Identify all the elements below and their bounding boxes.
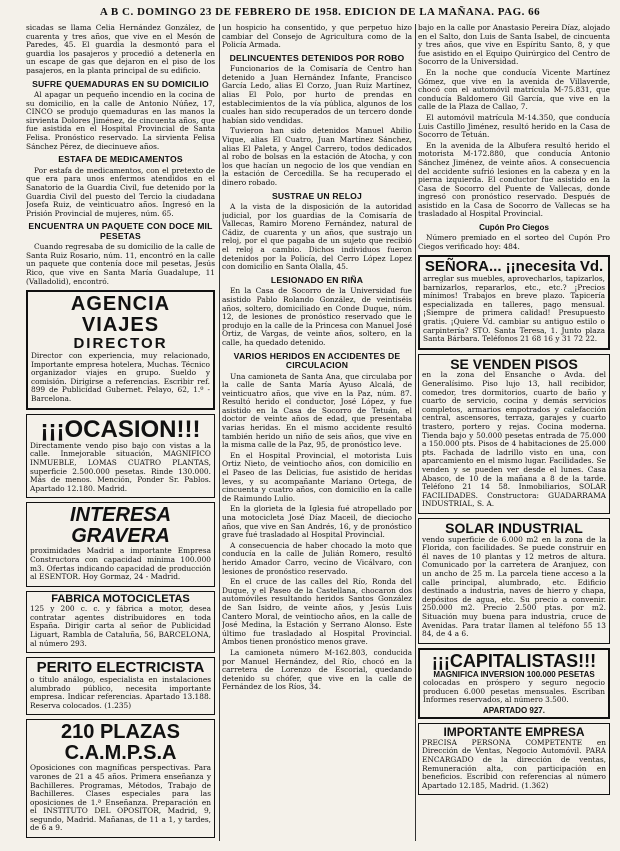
- column-rule: [415, 24, 416, 841]
- ad-title: FABRICA MOTOCICLETAS: [51, 592, 190, 605]
- ad-text: 125 y 200 c. c. y fábrica a motor, desea contratar agentes distribuidores en toda España. Dirigir carta al señor de Publicidad Liguart, Rambla de Cataluña, 56, BARCELONA, al número 293.: [30, 604, 211, 648]
- article-text: En la noche que conducía Vicente Martínez Gómez, que vive en la avenida de Villaverde, chocó con el automóvil matrícula M-75.831, que conducía Baldomero Gil García, que vive en la calle de la Plaza de Callao, 7.: [418, 67, 610, 112]
- article-heading: SUFRE QUEMADURAS EN SU DOMICILIO: [32, 78, 209, 89]
- article-heading: ENCUENTRA UN PAQUETE CON DOCE MIL PESETAS: [28, 221, 213, 241]
- ad-text: colocadas en próspero y seguro negocio producen 6.000 pesetas mensuales. Escriban Informes reservados, al número 3.500.: [423, 678, 605, 705]
- article-text: En la avenida de la Albufera resultó herido el motorista M-172.880, que conducía Antonio Sánchez Jiménez, de veinte años. A consecuencia del accidente sufrió lesiones en la cabeza y en la pierna izquierda. El conductor fue asistido en la Casa de Socorro del Puente de Vallecas, donde ingresó con pronóstico reservado. Después de asistido en la Casa de Socorro de Vallecas se ha trasladado al Hospital Provincial.: [418, 140, 610, 219]
- article-text: un hospicio ha consentido, y que perpetuo hizo cambiar del Consejo de Agricultura como de la Policía Armada.: [222, 24, 412, 50]
- article-heading: DELINCUENTES DETENIDOS POR ROBO: [229, 52, 405, 63]
- column-left: [26, 24, 215, 845]
- classified-ad: [26, 502, 215, 586]
- ad-text: PRECISA PERSONA COMPETENTE en Dirección de Ventas, Negocio Automóvil. PARA ENCARGADO de la dirección de ventas, Remuneración alta, con participación en beneficios. Escribid con referencias al número Apartado 12.185, Madrid. (1.362): [422, 737, 606, 790]
- column-rule: [219, 24, 220, 841]
- ad-title: SE VENDEN PISOS: [450, 355, 578, 372]
- article-heading: SUSTRAE UN RELOJ: [271, 190, 363, 201]
- ad-subtitle: MAGNIFICA INVERSION 100.000 PESETAS: [433, 669, 595, 679]
- article-text: La camioneta número M-162.803, conducida por Manuel Hernández, del Río, chocó en la carretera de Lorenzo de Escorial, quedando detenido su chófer, que vive en la calle de Fernández de los Ríos, 34.: [222, 647, 412, 692]
- article-text: Funcionarios de la Comisaría de Centro han detenido a Juan Hernández Infante, Francisco García Ledo, alias El Corzo, Juan Ruiz Martínez, alias El Polo, por hurto de prendas en establecimientos de la vía pública, algunos de los cuales han sido recuperados de un tercero donde habían sido vendidas.: [222, 64, 412, 125]
- article-heading: Cupón Pro Ciegos: [479, 223, 549, 233]
- classified-ad: [26, 657, 215, 715]
- article-text: sicadas se llama Celia Hernández González, de cuarenta y tres años, que vive en el Mesón de Paredes, 45. El guardia la desmontó para el guardia los pasajeros y procedió a detenerla en un escape de gas que dejaron en el piso de los pasajeros, en la planta principal de su edificio.: [26, 24, 215, 75]
- article-text: Una camioneta de Santa Ana, que circulaba por la calle de Santa María Ayuso Alcalá, de veinticuatro años, que vive en la Paz, núm. 87. Resultó herido el conductor, José López, y fue asistido en la Casa de Socorro de Tetuán, el doctor de veinte años de edad, que presentaba varias heridas. En el mismo accidente resultó también herido un niño de seis años, que vive en la misma calle de la Paz, 95, de pronóstico leve.: [222, 371, 412, 450]
- article-text: En la Casa de Socorro de la Universidad fue asistido Pablo Rolando González, de veintiséis años, soltero, domiciliado en Conde Duque, núm. 12, de lesiones de pronóstico reservado que le produjo en la calle de la Princesa con Manuel José Ortiz, de Vargas, de veinte años, soltero, en la calle, ha quedado detenido.: [222, 286, 412, 347]
- ad-title: PERITO ELECTRICISTA: [36, 659, 205, 677]
- ad-footer: APARTADO 927.: [483, 705, 545, 715]
- ad-title: DIRECTOR: [73, 335, 168, 353]
- article-text: En el cruce de las calles del Río, Ronda del Duque, y el Paseo de la Castellana, chocaron dos automóviles resultando heridos Santos González de San Isidro, de veinte años, y Jesús Luis Cantero Moral, de veintiocho años, en la calle de José Medina, la Estación y Serrano Alonso. Este último fue trasladado al Hospital Provincial. Ambos tienen pronóstico menos grave.: [222, 577, 412, 647]
- article-text: En el Hospital Provincial, el motorista Luis Ortiz Nieto, de veintiocho años, con domicilio en el Paseo de las Delicias, fue asistido de heridas leves, y su acompañante Mariano Ortega, de cincuenta y cuatro años, con domicilio en la calle de Raimundo Lulio.: [222, 450, 412, 503]
- article-text: Número premiado en el sorteo del Cupón Pro Ciegos verificado hoy: 484.: [418, 233, 610, 251]
- classified-ad: [418, 518, 610, 644]
- classified-ad: [26, 591, 215, 654]
- ad-text: Oposiciones con magníficas perspectivas. Para varones de 21 a 45 años. Primera enseñanza y Bachilleres. Programas, Métodos, Trabajo de Bachilleres. Clases especiales para las oposiciones de 1.ª Enseñanza. Preparación en el INSTITUTO DEL OPOSITOR, Madrid, 9, segundo, Madrid. Mañanas, de 11 a 1, y tardes, de 6 a 9.: [30, 763, 211, 833]
- ad-title: IMPORTANTE EMPRESA: [443, 725, 585, 740]
- ad-text: Director con experiencia, muy relacionado, Importante empresa hotelera, Muchas. Técnico organizador viajes en grupo. Sueldo y comisión. Dirigirse a referencias. Escribir ref. 899 de Publicidad Gubernet. Pelayo, 62, 1.º - Barcelona.: [31, 351, 210, 403]
- column-right: [418, 24, 610, 845]
- classified-ad: [418, 354, 610, 514]
- article-text: El automóvil matrícula M-14.350, que conducía Luis Castillo Jiménez, resultó herido en la Casa de Socorro de Tetuán.: [418, 112, 610, 140]
- ad-title: AGENCIA VIAJES: [70, 293, 171, 337]
- ad-text: o título análogo, especialista en instalaciones alumbrado público, necesita importante empresa. Indicar referencias. Apartado 13.188. Reserva colocados. (1.235): [30, 674, 211, 710]
- ad-title: SEÑORA... ¡¡necesita Vd.: [424, 258, 604, 276]
- article-text: bajo en la calle por Anastasio Pereira Díaz, alojado en el Salto, don Luis de Santa Isabel, de cincuenta y tres años, que vive en Espíritu Santo, 8, y que fue asistido en el Equipo Quirúrgico del Centro de Socorro de la Universidad.: [418, 24, 610, 67]
- column-middle: [222, 24, 412, 845]
- classified-ad: [418, 255, 610, 350]
- ad-title: ¡¡¡CAPITALISTAS!!!: [431, 650, 597, 671]
- ad-title: 210 PLAZAS C.A.M.P.S.A: [61, 721, 180, 765]
- article-heading: ESTAFA DE MEDICAMENTOS: [58, 154, 183, 165]
- ad-title: ¡¡¡OCASION!!!: [40, 415, 201, 443]
- ad-text: Directamente vendo piso bajo con vistas a la calle. Inmejorable situación, MAGNIFICO INMUEBLE, LOMAS CUATRO PLANTAS, superficie 2.500.000 pesetas. Rinde 130.000. Más de menos. Mención, Ponder Sr. Pablos. Apartado 12.180. Madrid.: [30, 440, 211, 493]
- ad-text: vendo superficie de 6.000 m2 en la zona de la Florida, con facilidades. Se puede construir en él naves de 10 plantas y 12 metros de altura. Comunicado por la carretera de Aranjuez, con un ancho de 25 m. La parcela tiene acceso a la calle principal, alumbrado, etc. Edificio destinado a industria, naves de hierro y chapa, depósitos de agua, etc. Su precio a convenir. 250.000 m2. Precio 2.500 ptas. por m2. Situación muy buena para industria, cruce de Avenidas. Para tratar llamen al teléfono 55 13 84, de 4 a 6.: [422, 534, 606, 639]
- page-header: A B C. DOMINGO 23 DE FEBRERO DE 1958. EDICION DE LA MAÑANA. PAG. 66: [99, 6, 541, 18]
- article-text: A la vista de la disposición de la autoridad judicial, por los guardias de la Comisaría de Vallecas, Ramiro Moreno Fernández, natural de Cádiz, de cuarenta y un años, que sustrajo un reloj, por el que pagaba de un sujeto que recibió el reloj a cambio. Dichos individuos fueron detenidos por la Policía, del Cerro López Lopez con domicilio en Santa Olalla, 45.: [222, 202, 412, 272]
- article-text: Cuando regresaba de su domicilio de la calle de Santa Ruiz Rosario, núm. 11, encontró en la calle un paquete que contenía doce mil pesetas, Jesús Rico, que vive en Santa María Guadalupe, 11 (Valladolid), encontró.: [26, 242, 215, 286]
- article-text: En la glorieta de la Iglesia fué atropellado por una motocicleta José Díaz Maceil, de dieciocho años, que vive en San Andrés, 16, y de pronóstico grave fué trasladado al Hospital Provincial.: [222, 504, 412, 540]
- classified-ad: [418, 723, 610, 795]
- ad-text: proximidades Madrid a importante Empresa Constructora con capacidad mínima 100.000 m3. Ofertas indicando capacidad de producción al ESENTOR. Hoy Gormaz, 24 - Madrid.: [30, 546, 211, 582]
- article-text: Por estafa de medicamentos, con el pretexto de que era para unos enfermos atendidos en el Sanatorio de la Guardia Civil, fue detenido por la Guardia Civil del puesto del Tercio la ciudadana Josefa Ruiz, de veinticuatro años. Ingresó en la Prisión Provincial de mujeres, núm. 65.: [26, 165, 215, 218]
- classified-ad: [418, 648, 610, 719]
- article-text: A consecuencia de haber chocado la moto que conducía en la calle de Julián Romero, resultó herido Amador Carro, vecino de Vicálvaro, con lesiones de pronóstico reservado.: [222, 540, 412, 576]
- article-text: Al apagar un pequeño incendio en la cocina de su domicilio, en la calle de Antonio Núñez, 17, CINCO se produjo quemaduras en las manos la sirvienta Dolores Jiménez, de cincuenta años, que fue asistida en el Hospital Provincial de Santa Felisa. Pronóstico reservado. La sirvienta Felisa Sánchez Pérez, de diecinueve años.: [26, 90, 215, 151]
- ad-title: INTERESA GRAVERA: [69, 504, 172, 548]
- ad-title: SOLAR INDUSTRIAL: [445, 519, 583, 536]
- article-heading: LESIONADO EN RIÑA: [270, 274, 364, 285]
- ad-text: en la zona del Ensanche o Avda. del Generalísimo. Piso lujo 13, hall recibidor, comedor, tres dormitorios, cuarto de baño y cuarto de servicio, cocina y demás servicios completos, armarios empotrados y calefacción central, ascensores, terraza, garajes y cuarto trastero, portero y rejas. Cocina moderna. Tienda bajo y 50.000 pesetas entrada de 75.000 a 150.000 pts. Pisos de 4 habitaciones de 25.000 pts. Fachada de ladrillo visto en una, con aparcamiento en el mismo lugar. Facilidades. Se venden y se pueden ver desde el lunes. Casa Abasco, de 10 de la mañana a 8 de la tarde. Teléfono 21 14 58. Inmobiliarios, SOLAR FACILIDADES. Constructora: GUADARRAMA INDUSTRIAL, S. A.: [422, 370, 606, 509]
- article-heading: VARIOS HERIDOS EN ACCIDENTES DE CIRCULACION: [233, 350, 401, 370]
- article-text: Tuvieron han sido detenidos Manuel Abilio Vique, alias El Cuatro, Juan Martínez Sánchez, alias El Paleta, y Angel Carrero, todos dedicados al robo de bolsas en la estación de Atocha, y con los que hacían un negocio de los que vendían en la estación de Cercedilla. Se ha recuperado el dinero robado.: [222, 126, 412, 187]
- ad-text: arreglar sus muebles, aprovecharlos, tapizarlos, barnizarlos, repararlos, etc., etc.? ¡Precios mínimos! Trabajos en breve plazo. Tapicería especializada en talleres, pago mensual. ¡Siempre de primera calidad! Presupuesto gratis. ¡Quiere Vd. cambiar su antiguo estilo o carpintería? STO. Santa Teresa, 1. Junto plaza Santa Bárbara. Teléfonos 21 68 16 y 31 72 22.: [423, 274, 605, 344]
- classified-ad: [26, 290, 215, 409]
- classified-ad: [26, 414, 215, 499]
- classified-ad: [26, 719, 215, 838]
